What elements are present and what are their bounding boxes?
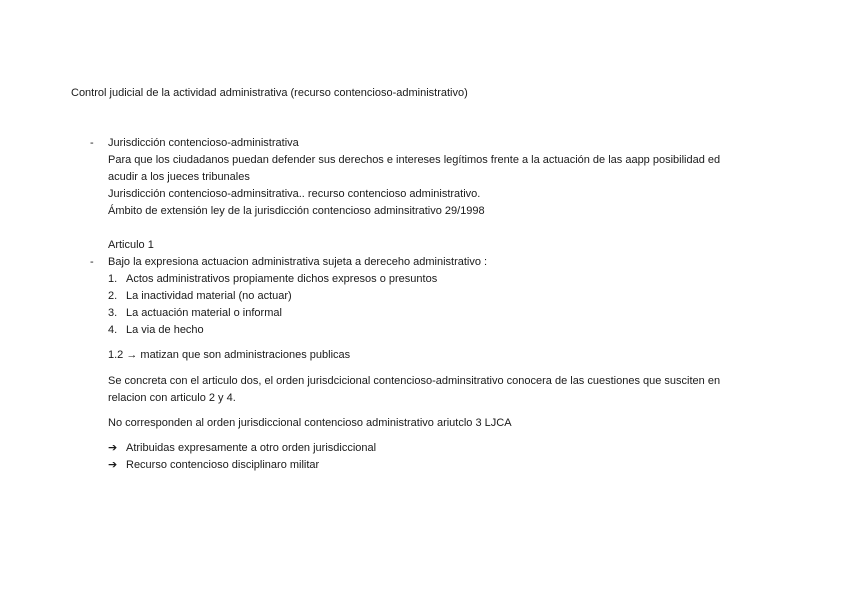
arrow-right-icon: ➔ [108,459,118,471]
arrow-right-icon: ➔ [108,442,118,454]
section1-line: Ámbito de extensión ley de la jurisdicción contencioso adminsitrativo 29/1998 [108,205,485,217]
arrow-item: Atribuidas expresamente a otro orden jurisdiccional [126,442,377,454]
list-number: 1. [108,273,118,285]
section1-line: Para que los ciudadanos puedan defender sus derechos e intereses legítimos frente a la actuación de las aapp posibilidad ed [108,154,721,166]
section1-line: Jurisdicción contencioso-adminsitrativa.. recurso contencioso administrativo. [108,188,481,200]
list-number: 2. [108,290,118,302]
paragraph-line: relacion con articulo 2 y 4. [108,392,236,404]
section1-line: acudir a los jueces tribunales [108,171,250,183]
list-item: Actos administrativos propiamente dichos expresos o presuntos [126,273,438,285]
list-item: La via de hecho [126,324,204,336]
list-item: La actuación material o informal [126,307,282,319]
note-1-2: 1.2 → matizan que son administraciones publicas [108,349,351,361]
bullet-dash: - [90,256,94,268]
list-item: La inactividad material (no actuar) [126,290,292,302]
arrow-item: Recurso contencioso disciplinaro militar [126,459,320,471]
list-number: 3. [108,307,118,319]
paragraph-line: Se concreta con el articulo dos, el orden jurisdcicional contencioso-adminsitrativo conocera de las cuestiones que susciten en [108,375,721,387]
document-title: Control judicial de la actividad administrativa (recurso contencioso-administrativo) [71,87,468,99]
article-label: Articulo 1 [108,239,154,251]
bullet-dash: - [90,137,94,149]
section1-heading: Jurisdicción contencioso-administrativa [108,137,299,149]
section2-heading: Bajo la expresiona actuacion administrativa sujeta a dereceho administrativo : [108,256,488,268]
list-number: 4. [108,324,118,336]
paragraph-line: No corresponden al orden jurisdiccional contencioso administrativo ariutclo 3 LJCA [108,417,512,429]
